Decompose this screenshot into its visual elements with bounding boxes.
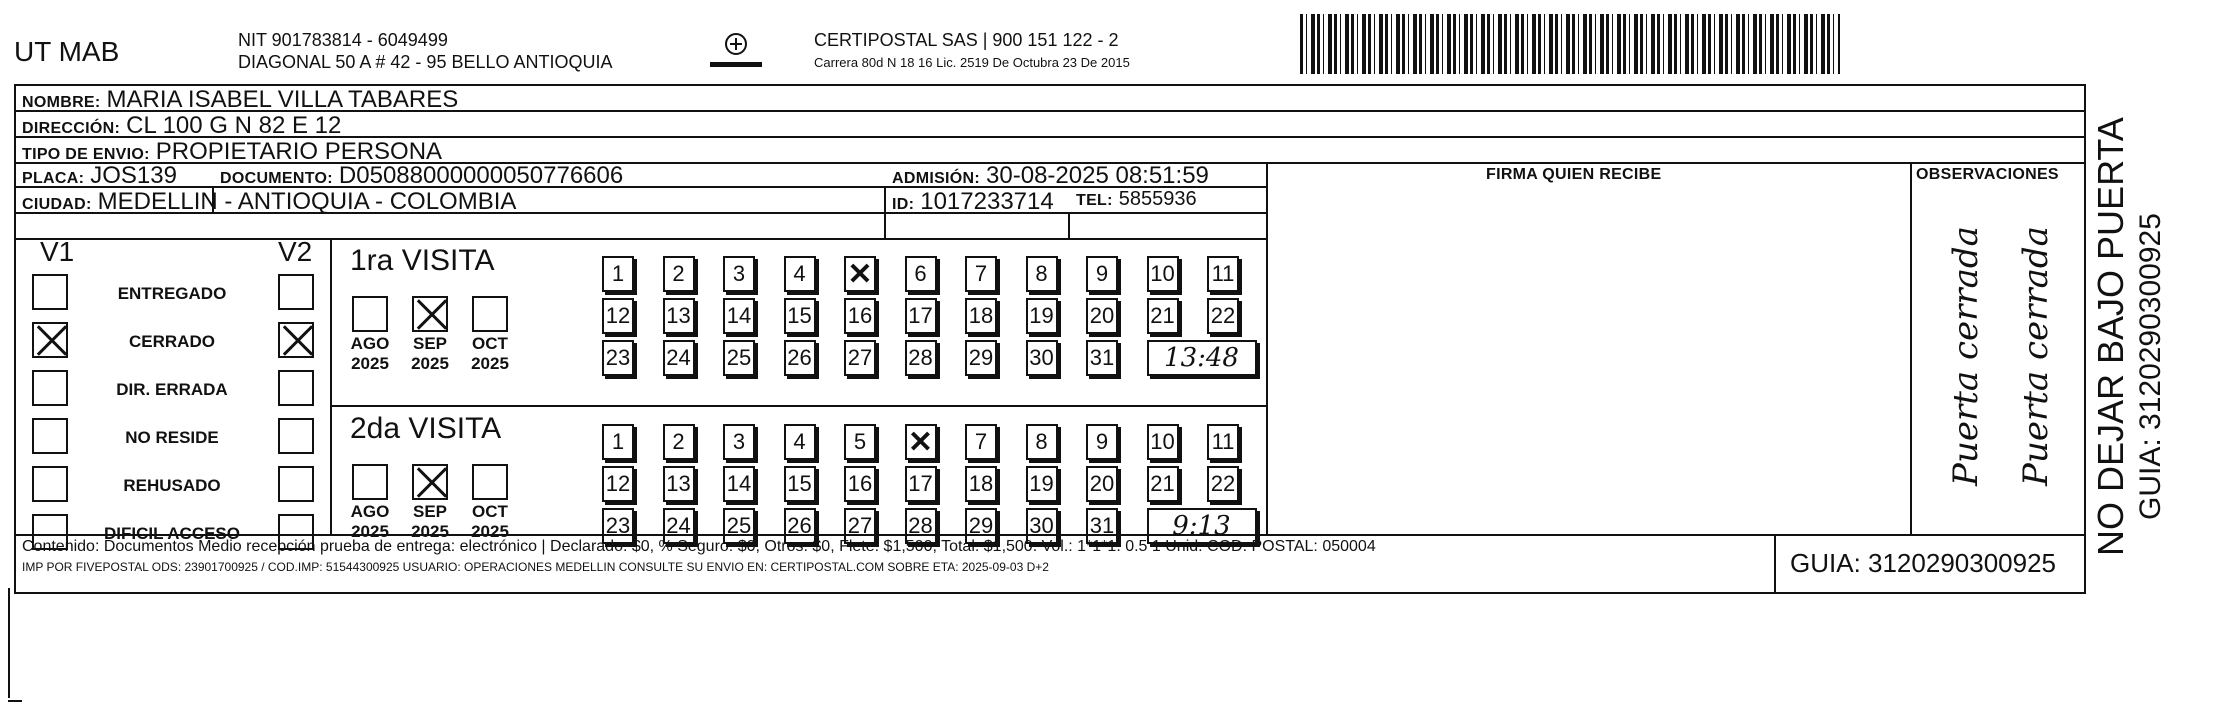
status-label: DIFICIL ACCESO (103, 524, 240, 543)
page-edge-line (8, 588, 10, 698)
day-box[interactable]: 28 (905, 508, 937, 544)
month-label: AGO (350, 502, 390, 521)
day-box[interactable]: 12 (602, 298, 634, 334)
day-box[interactable]: 31 (1086, 340, 1118, 376)
day-box[interactable]: 27 (844, 508, 876, 544)
month-label: SEP (412, 502, 448, 521)
day-box[interactable]: 1 (602, 256, 634, 292)
month-checkbox[interactable] (412, 464, 448, 500)
day-box[interactable]: 2 (663, 424, 695, 460)
v1-checkbox[interactable] (32, 322, 68, 358)
day-box[interactable]: 20 (1086, 298, 1118, 334)
id-number: 1017233714 (920, 188, 1054, 215)
day-box[interactable]: 20 (1086, 466, 1118, 502)
v2-checkbox[interactable] (278, 370, 314, 406)
day-box[interactable]: 30 (1026, 340, 1058, 376)
month-year: 2025 (351, 522, 389, 541)
month-label: AGO (350, 334, 390, 353)
month-checkbox[interactable] (352, 296, 388, 332)
day-box[interactable]: 1 (602, 424, 634, 460)
admission-row: ADMISIÓN: 30-08-2025 08:51:59 (892, 162, 1209, 189)
city: MEDELLIN - ANTIOQUIA - COLOMBIA (97, 188, 517, 215)
v1-checkbox[interactable] (32, 466, 68, 502)
barcode-icon (1300, 14, 1840, 74)
day-box[interactable]: 11 (1207, 424, 1239, 460)
day-box[interactable]: 24 (663, 508, 695, 544)
day-box[interactable] (905, 424, 937, 460)
observation-handwriting-1: Puerta cerrada (1945, 226, 1986, 486)
footer-contents: Contenido: Documentos Medio recepción prueba de entrega: electrónico | Declarado: $0, % Seguro: $0, Otros: $0, Flete: $1,500, Total: $1,500. Vol.: 1*1*1. 0.5 1 Unid. COD. POSTAL: 050004 (22, 538, 1376, 555)
visit-title: 1ra VISITA (350, 244, 495, 277)
month-checkbox[interactable] (352, 464, 388, 500)
month-year: 2025 (411, 522, 449, 541)
month-label: OCT (472, 334, 508, 353)
visit-time[interactable]: 13:48 (1147, 340, 1257, 376)
id-row: ID: 1017233714 (892, 188, 1054, 215)
day-box[interactable]: 19 (1026, 466, 1058, 502)
certipostal-logo-icon (706, 30, 766, 74)
day-box[interactable]: 29 (965, 340, 997, 376)
status-label: REHUSADO (123, 476, 221, 495)
day-box[interactable]: 19 (1026, 298, 1058, 334)
status-label: NO RESIDE (125, 428, 219, 447)
month-checkbox[interactable] (472, 464, 508, 500)
day-box[interactable]: 17 (905, 466, 937, 502)
signature-label: FIRMA QUIEN RECIBE (1486, 166, 1662, 183)
day-box[interactable]: 26 (784, 508, 816, 544)
recipient-address: CL 100 G N 82 E 12 (126, 112, 342, 139)
v1-header: V1 (40, 236, 75, 267)
company-nit: NIT 901783814 - 6049499 (238, 30, 448, 50)
day-box[interactable]: 22 (1207, 298, 1239, 334)
footer-print-info: IMP POR FIVEPOSTAL ODS: 23901700925 / COD.IMP: 51544300925 USUARIO: OPERACIONES MEDELLIN CONSULTE SU ENVIO EN: CERTIPOSTAL.COM SOBRE ETA: 2025-09-03 D+2 (22, 560, 1049, 574)
city-row: CIUDAD: MEDELLIN - ANTIOQUIA - COLOMBIA (22, 188, 517, 215)
v2-checkbox[interactable] (278, 322, 314, 358)
day-box[interactable]: 26 (784, 340, 816, 376)
day-box[interactable]: 16 (844, 298, 876, 334)
month-checkbox[interactable] (472, 296, 508, 332)
day-box[interactable]: 10 (1147, 256, 1179, 292)
month-checkbox[interactable] (412, 296, 448, 332)
shipping-form (14, 84, 2086, 594)
day-box[interactable]: 6 (905, 256, 937, 292)
month-year: 2025 (411, 354, 449, 373)
month-year: 2025 (471, 522, 509, 541)
day-box[interactable]: 2 (663, 256, 695, 292)
day-box[interactable]: 3 (723, 256, 755, 292)
day-box[interactable]: 7 (965, 256, 997, 292)
day-box[interactable]: 28 (905, 340, 937, 376)
day-box[interactable]: 23 (602, 340, 634, 376)
day-box[interactable]: 27 (844, 340, 876, 376)
v1-checkbox[interactable] (32, 274, 68, 310)
day-box[interactable]: 10 (1147, 424, 1179, 460)
document-row: DOCUMENTO: D05088000000050776606 (220, 162, 624, 189)
day-box[interactable]: 4 (784, 424, 816, 460)
day-box[interactable]: 7 (965, 424, 997, 460)
recipient-name-row: NOMBRE: MARIA ISABEL VILLA TABARES (22, 86, 459, 113)
courier-name: CERTIPOSTAL SAS | 900 151 122 - 2 (814, 30, 1119, 50)
day-box[interactable]: 13 (663, 298, 695, 334)
day-box[interactable]: 22 (1207, 466, 1239, 502)
day-box[interactable]: 16 (844, 466, 876, 502)
day-box[interactable]: 23 (602, 508, 634, 544)
day-box[interactable]: 9 (1086, 424, 1118, 460)
plate-number: JOS139 (90, 162, 177, 189)
v2-header: V2 (278, 236, 313, 267)
day-box[interactable]: 30 (1026, 508, 1058, 544)
v1-checkbox[interactable] (32, 370, 68, 406)
observation-handwriting-2: Puerta cerrada (2015, 226, 2056, 486)
v2-checkbox[interactable] (278, 418, 314, 454)
visit-time[interactable]: 9:13 (1147, 508, 1257, 544)
day-box[interactable]: 14 (723, 298, 755, 334)
day-box[interactable]: 29 (965, 508, 997, 544)
day-box[interactable]: 5 (844, 424, 876, 460)
day-box[interactable]: 4 (784, 256, 816, 292)
day-box[interactable]: 15 (784, 466, 816, 502)
page-edge-tick (8, 700, 22, 702)
v1-checkbox[interactable] (32, 418, 68, 454)
side-notice: NO DEJAR BAJO PUERTA (2090, 117, 2131, 556)
month-year: 2025 (471, 354, 509, 373)
company-address: DIAGONAL 50 A # 42 - 95 BELLO ANTIOQUIA (238, 52, 613, 72)
day-box[interactable]: 18 (965, 466, 997, 502)
v2-checkbox[interactable] (278, 466, 314, 502)
day-box[interactable]: 11 (1207, 256, 1239, 292)
status-label: CERRADO (129, 332, 215, 351)
day-box[interactable]: 8 (1026, 256, 1058, 292)
day-box[interactable]: 21 (1147, 466, 1179, 502)
status-label: DIR. ERRADA (116, 380, 228, 399)
day-box[interactable]: 9 (1086, 256, 1118, 292)
company-name: UT MAB (14, 36, 120, 67)
day-box[interactable]: 14 (723, 466, 755, 502)
day-box[interactable]: 17 (905, 298, 937, 334)
day-box[interactable]: 3 (723, 424, 755, 460)
recipient-address-row: DIRECCIÓN: CL 100 G N 82 E 12 (22, 112, 342, 139)
document-header (0, 0, 2240, 88)
side-guia: GUIA: 3120290300925 (2134, 213, 2167, 520)
day-box[interactable]: 18 (965, 298, 997, 334)
day-box[interactable]: 25 (723, 340, 755, 376)
status-label: ENTREGADO (117, 284, 227, 303)
courier-address: Carrera 80d N 18 16 Lic. 2519 De Octubra 23 De 2015 (814, 55, 1130, 70)
month-label: OCT (472, 502, 508, 521)
day-box[interactable]: 25 (723, 508, 755, 544)
day-box[interactable]: 12 (602, 466, 634, 502)
footer-guia: GUIA: 3120290300925 (1790, 548, 2056, 578)
day-box[interactable]: 15 (784, 298, 816, 334)
visit-title: 2da VISITA (350, 412, 502, 445)
month-year: 2025 (351, 354, 389, 373)
phone-number: 5855936 (1118, 188, 1197, 210)
day-box[interactable]: 8 (1026, 424, 1058, 460)
month-label: SEP (412, 334, 448, 353)
shipment-type-row: TIPO DE ENVIO: PROPIETARIO PERSONA (22, 138, 443, 165)
recipient-name: MARIA ISABEL VILLA TABARES (106, 86, 459, 113)
day-box[interactable] (844, 256, 876, 292)
day-box[interactable]: 24 (663, 340, 695, 376)
observations-label: OBSERVACIONES (1916, 166, 2059, 183)
tel-row: TEL: 5855936 (1076, 188, 1197, 210)
day-box[interactable]: 21 (1147, 298, 1179, 334)
v2-checkbox[interactable] (278, 274, 314, 310)
day-box[interactable]: 13 (663, 466, 695, 502)
shipment-type: PROPIETARIO PERSONA (155, 138, 443, 165)
admission-date: 30-08-2025 08:51:59 (986, 162, 1209, 189)
document-number: D05088000000050776606 (338, 162, 624, 189)
day-box[interactable]: 31 (1086, 508, 1118, 544)
plate-row: PLACA: JOS139 (22, 162, 177, 189)
